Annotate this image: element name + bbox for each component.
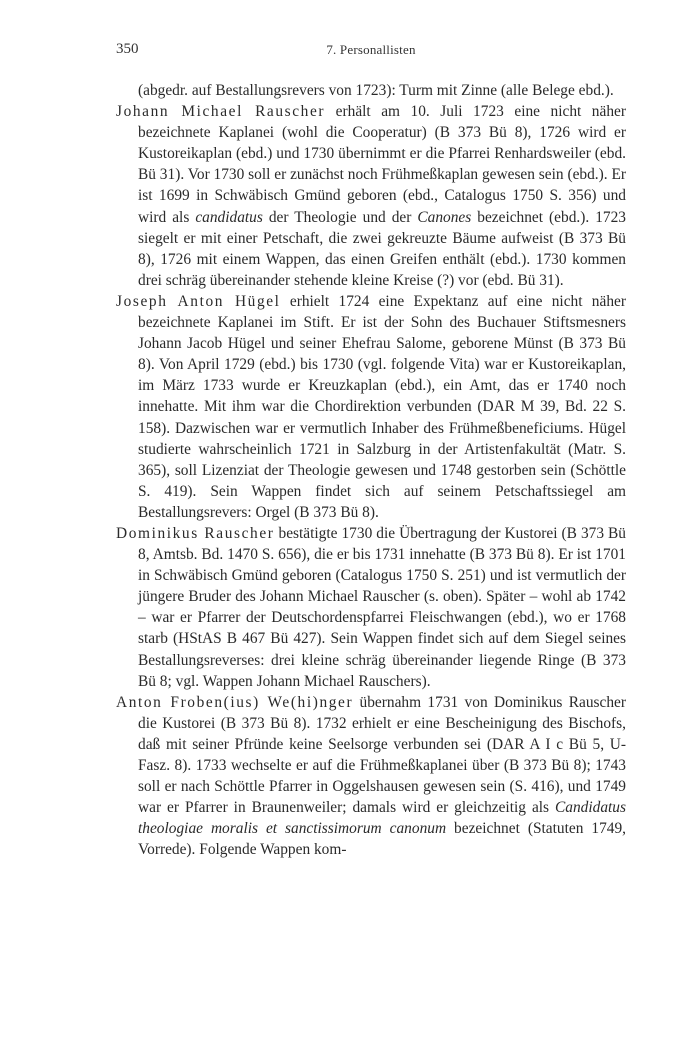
page-number: 350	[116, 41, 139, 57]
entry-name: Dominikus Rauscher	[116, 524, 275, 542]
entry-name: Joseph Anton Hügel	[116, 292, 281, 310]
page-header	[116, 41, 626, 63]
entry-name: Johann Michael Rauscher	[116, 103, 326, 121]
entry-johann-michael-rauscher: Johann Michael Rauscher erhält am 10. Juli 1723 eine nicht näher bezeichnete Kaplanei (wohl die Cooperatur) (B 373 Bü 8), 1726 wird er Kustoreikaplan (ebd.) und 1730 übernimmt er die Pfarrei Renhardsweiler (ebd. Bü 31). Vor 1730 soll er zunächst noch Frühmeßkaplan gewesen sein (ebd.). Er ist 1699 in Schwäbisch Gmünd geboren (ebd., Catalogus 1750 S. 356) und wird als candidatus der Theologie und der Canones bezeichnet (ebd.). 1723 siegelt er mit einer Petschaft, die zwei gekreuzte Bäume aufweist (B 373 Bü 8), 1726 mit einem Wappen, das einen Greifen enthält (ebd.). 1730 kommen drei schräg übereinander stehende kleine Kreise (?) vor (ebd. Bü 31).	[116, 103, 626, 289]
running-title: 7. Personallisten	[326, 42, 416, 57]
text-body	[116, 80, 626, 860]
entry-name: Anton Froben(ius) We(hi)nger	[116, 693, 354, 711]
entry-anton-froben-wehinger: Anton Froben(ius) We(hi)nger übernahm 1731 von Dominikus Rauscher die Kustorei (B 373 Bü 8). 1732 erhielt er eine Bescheinigung des Bischofs, daß mit seiner Pfründe keine Seelsorge verbunden sei (DAR A I c Bü 5, U-Fasz. 8). 1733 wechselte er auf die Frühmeßkaplanei über (B 373 Bü 8); 1743 soll er nach Schöttle Pfarrer in Oggelshausen gewesen sein (S. 416), und 1749 war er Pfarrer in Braunenweiler; damals wird er gleichzeitig als Candidatus theologiae moralis et sanctissimorum canonum bezeichnet (Statuten 1749, Vorrede). Folgende Wappen kom-	[116, 693, 626, 859]
entry-joseph-anton-huegel: Joseph Anton Hügel erhielt 1724 eine Expektanz auf eine nicht näher bezeichnete Kaplanei im Stift. Er ist der Sohn des Buchauer Stiftsmesners Johann Jacob Hügel und seiner Ehefrau Salome, geborene Münst (B 373 Bü 8). Von April 1729 (ebd.) bis 1730 (vgl. folgende Vita) war er Kustoreikaplan, im März 1733 wurde er Kreuzkaplan (ebd.), ein Amt, das er 1740 noch innehatte. Mit ihm war die Chordirektion verbunden (DAR M 39, Bd. 22 S. 158). Dazwischen war er vermutlich Inhaber des Frühmeßbeneficiums. Hügel studierte wahrscheinlich 1721 in Salzburg in der Artistenfakultät (Matr. S. 365), soll Lizenziat der Theologie gewesen und 1748 gestorben sein (Schöttle S. 419). Sein Wappen findet sich auf seinem Petschaftssiegel am Bestallungsrevers: Orgel (B 373 Bü 8).	[116, 292, 626, 521]
continuation-paragraph: (abgedr. auf Bestallungsrevers von 1723): Turm mit Zinne (alle Belege ebd.).	[138, 82, 614, 99]
entry-dominikus-rauscher: Dominikus Rauscher bestätigte 1730 die Übertragung der Kustorei (B 373 Bü 8, Amtsb. Bd. 1470 S. 656), die er bis 1731 innehatte (B 373 Bü 8). Er ist 1701 in Schwäbisch Gmünd geboren (Catalogus 1750 S. 251) und ist vermutlich der jüngere Bruder des Johann Michael Rauscher (s. oben). Später – wohl ab 1742 – war er Pfarrer der Deutschordenspfarrei Fleischwangen (ebd.), wo er 1768 starb (HStAS B 467 Bü 427). Sein Wappen findet sich auf dem Siegel seines Bestallungsreverses: drei kleine schräg übereinander liegende Ringe (B 373 Bü 8; vgl. Wappen Johann Michael Rauschers).	[116, 524, 626, 690]
